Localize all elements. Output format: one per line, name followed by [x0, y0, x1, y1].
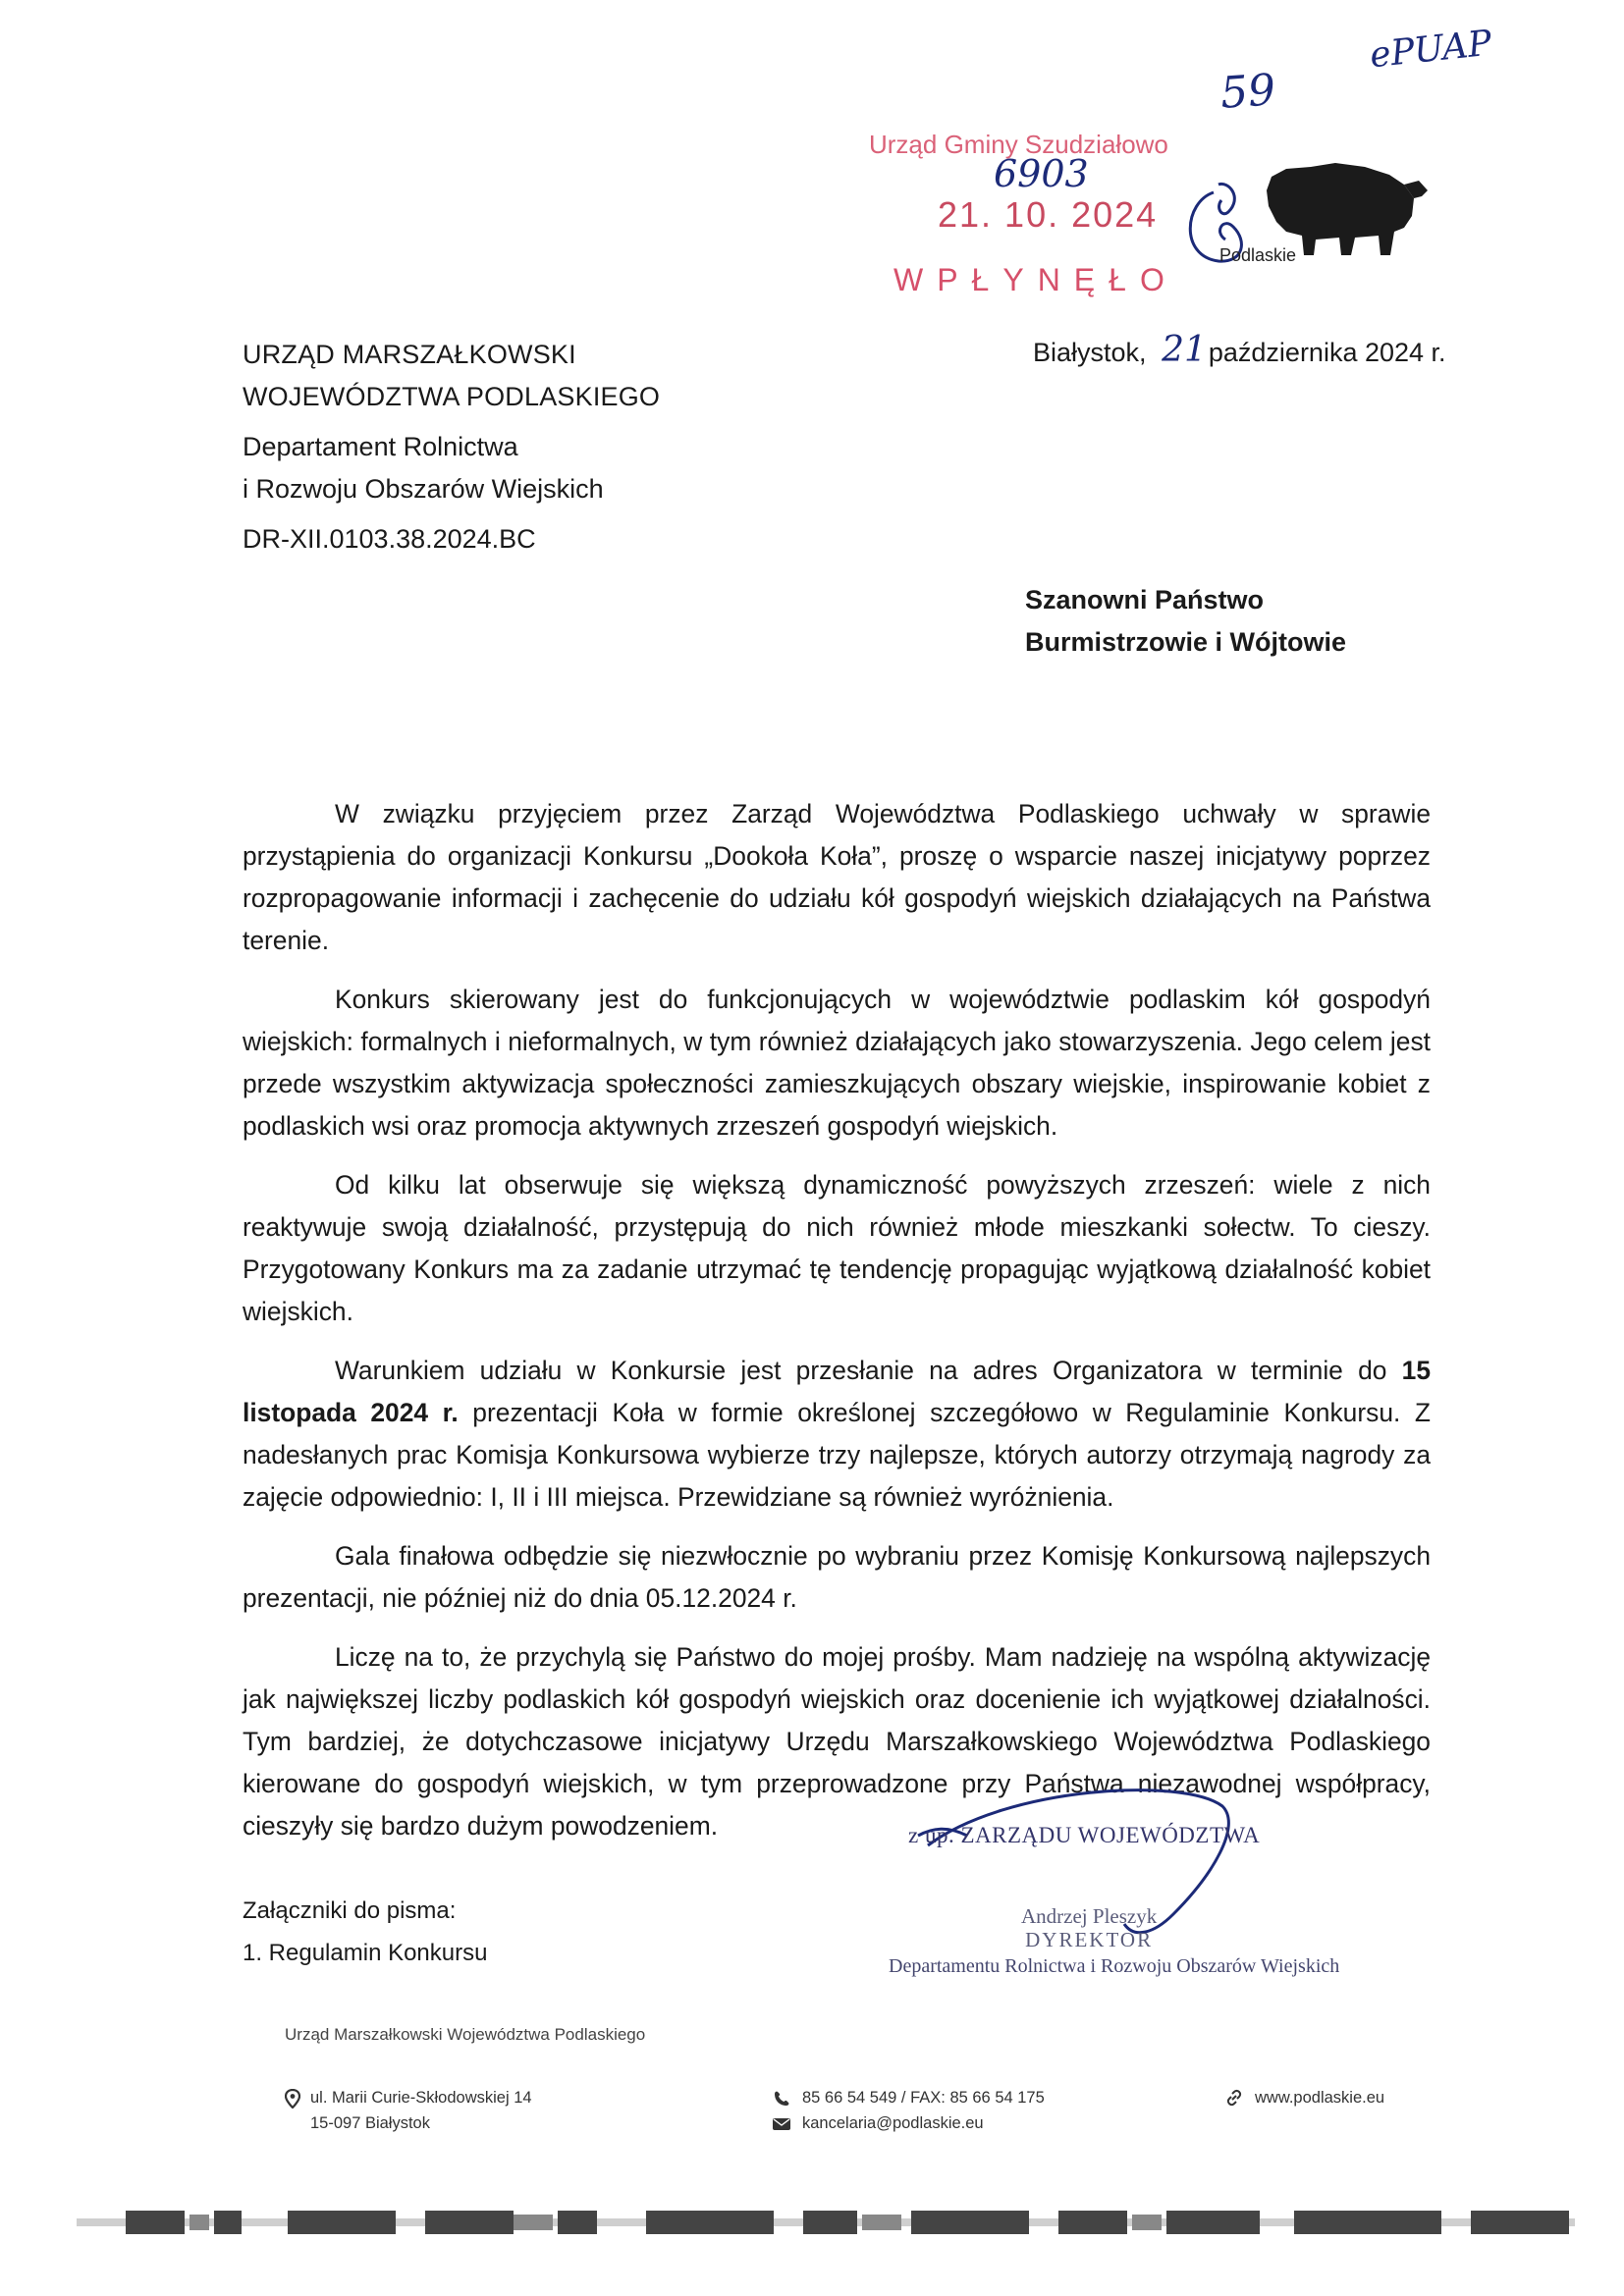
date-rest: października 2024 r.: [1208, 338, 1446, 367]
stamp-date: 21. 10. 2024: [938, 194, 1159, 235]
date-place: Białystok,: [1033, 338, 1147, 367]
phone-icon: [773, 2090, 790, 2106]
reference-number: DR-XII.0103.38.2024.BC: [243, 524, 536, 554]
paragraph-2: Konkurs skierowany jest do funkcjonujących w województwie podlaskim kół gospodyń wiejskich: formalnych i nieformalnych, w tym również działających jako stowarzyszenia. Jego celem jest przede wszystkim aktywizacja społeczności zamieszkujących obszary wiejskie, inspirowanie kobiet z podlaskich wsi oraz promocja aktywnych zrzeszeń gospodyń wiejskich.: [243, 985, 1431, 1141]
footer-phone: 85 66 54 549 / FAX: 85 66 54 175: [802, 2089, 1045, 2107]
sender-dept1: Departament Rolnictwa: [243, 432, 518, 461]
signature-dept: Departamentu Rolnictwa i Rozwoju Obszarów Wiejskich: [889, 1955, 1340, 1977]
sender-line2: WOJEWÓDZTWA PODLASKIEGO: [243, 382, 661, 411]
footer-email[interactable]: kancelaria@podlaskie.eu: [802, 2114, 984, 2132]
paragraph-6: Liczę na to, że przychylą się Państwo do mojej prośby. Mam nadzieję na wspólną aktywizację jak największej liczby podlaskich kół gospodyń wiejskich oraz docenienie ich wyjątkowej działalności. Tym bardziej, że dotychczasowe inicjatywy Urzędu Marszałkowskiego Województwa Podlaskiego kierowane do gospodyń wiejskich, w tym przeprowadzone przy Państwa niezawodnej współpracy, cieszyły się bardzo dużym powodzeniem.: [243, 1642, 1431, 1841]
attachments-block: [243, 1890, 487, 1974]
email-icon: [773, 2118, 790, 2130]
paragraph-1: W związku przyjęciem przez Zarząd Województwa Podlaskiego uchwały w sprawie przystąpienia do organizacji Konkursu „Dookoła Koła”, proszę o wsparcie naszej inicjatywy poprzez rozpropagowanie informacji i zachęcenie do udziału kół gospodyń wiejskich działających na Państwa terenie.: [243, 799, 1431, 955]
addressee-line2: Burmistrzowie i Wójtowie: [1025, 627, 1347, 657]
sender-dept2: i Rozwoju Obszarów Wiejskich: [243, 474, 604, 504]
decorative-stripe: [77, 2211, 1575, 2234]
sender-block: [243, 334, 660, 561]
logo-text: Podlaskie: [1219, 245, 1297, 265]
paragraph-4: [243, 1350, 1431, 1519]
signature-name: Andrzej Pleszyk: [1021, 1904, 1158, 1928]
paragraph-3: Od kilku lat obserwuje się większą dynamiczność powyższych zrzeszeń: wiele z nich reaktywuje swoją działalność, przystępują do nich również młode mieszkanki sołectw. To cieszy. Przygotowany Konkurs ma za zadanie utrzymać tę tendencję propagując wyjątkową działalność kobiet wiejskich.: [243, 1170, 1431, 1326]
footer-org: Urząd Marszałkowski Województwa Podlaskiego: [285, 2025, 646, 2044]
date-day-handwritten: 21: [1162, 330, 1207, 370]
signature-title: DYREKTOR: [1025, 1928, 1154, 1951]
footer-contact: [773, 2085, 1045, 2136]
paragraph-4-start: Warunkiem udziału w Konkursie jest przesłanie na adres Organizatora w terminie do: [335, 1356, 1402, 1385]
signature-org: z up. ZARZĄDU WOJEWÓDZTWA: [908, 1823, 1261, 1847]
letter-body: [243, 793, 1431, 1864]
handwritten-epuap: ePUAP: [1368, 23, 1494, 77]
deadline-date: 15 listopada 2024 r.: [243, 1356, 1431, 1427]
addressee-block: [1025, 579, 1346, 664]
attachment-item-1: 1. Regulamin Konkursu: [243, 1940, 488, 1966]
signature-block: [1021, 1904, 1157, 1951]
stamp-office: Urząd Gminy Szudziałowo: [869, 130, 1168, 159]
stamp-reg-number: 6903: [994, 152, 1089, 195]
location-pin-icon: [285, 2089, 300, 2109]
footer-address: [285, 2085, 532, 2136]
footer-web: [1225, 2085, 1384, 2110]
sender-line1: URZĄD MARSZAŁKOWSKI: [243, 340, 576, 369]
paragraph-5: Gala finałowa odbędzie się niezwłocznie po wybraniu przez Komisję Konkursową najlepszych prezentacji, nie później niż do dnia 05.12.2024 r.: [243, 1541, 1431, 1613]
attachments-heading: Załączniki do pisma:: [243, 1897, 457, 1924]
link-icon: [1225, 2089, 1243, 2107]
handwritten-number: 59: [1218, 65, 1277, 119]
footer-address-line2: 15-097 Białystok: [310, 2114, 430, 2132]
podlaskie-logo: [1218, 157, 1434, 275]
stamp-received: WPŁYNĘŁO: [893, 262, 1178, 297]
addressee-line1: Szanowni Państwo: [1025, 585, 1265, 614]
footer-address-line1: ul. Marii Curie-Skłodowskiej 14: [310, 2089, 532, 2107]
paragraph-4-end: prezentacji Koła w formie określonej szczegółowo w Regulaminie Konkursu. Z nadesłanych prac Komisja Konkursowa wybierze trzy najlepsze, których autorzy otrzymają nagrody za zajęcie odpowiednio: I, II i III miejsca. Przewidziane są również wyróżnienia.: [243, 1398, 1431, 1512]
footer-website[interactable]: www.podlaskie.eu: [1255, 2089, 1385, 2107]
date-line: [1033, 330, 1446, 370]
